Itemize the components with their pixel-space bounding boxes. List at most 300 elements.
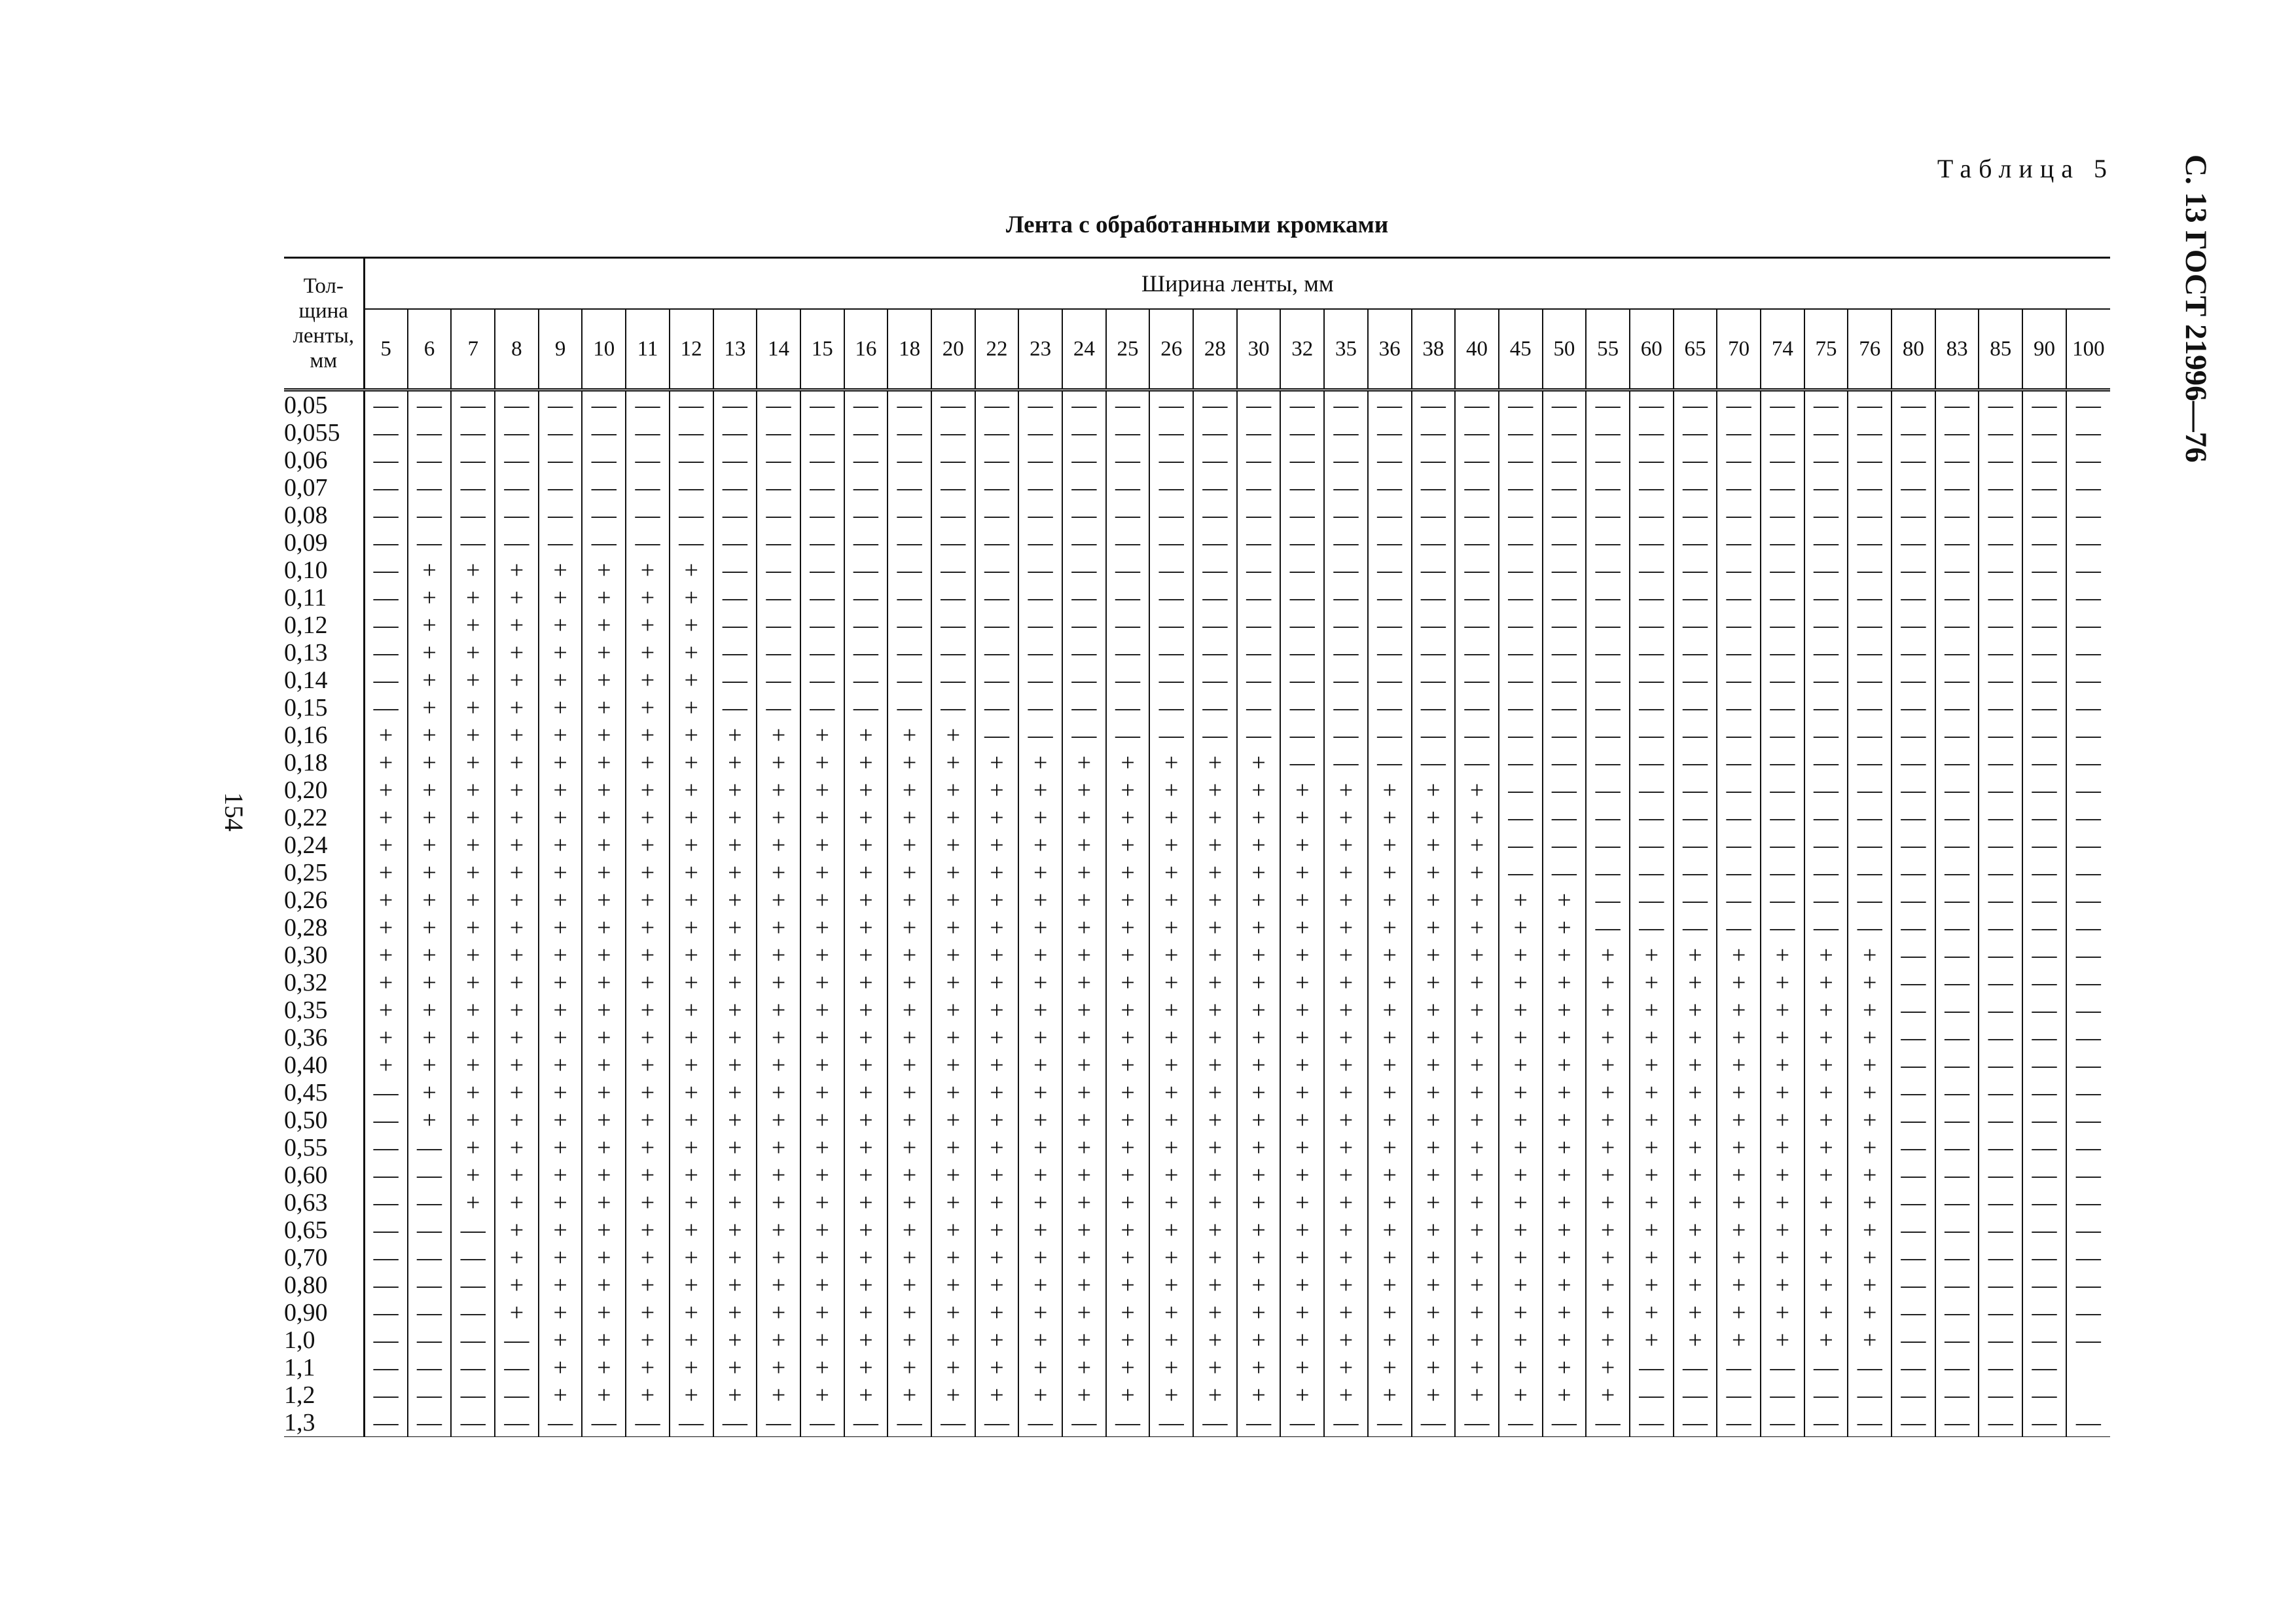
availability-cell: + bbox=[1368, 1079, 1412, 1106]
availability-cell: — bbox=[2066, 501, 2110, 529]
availability-cell: — bbox=[1630, 749, 1674, 776]
availability-cell: — bbox=[1062, 390, 1106, 420]
availability-cell: — bbox=[1717, 859, 1761, 886]
availability-cell: — bbox=[2022, 1134, 2066, 1161]
availability-cell: + bbox=[451, 941, 495, 969]
availability-cell: + bbox=[888, 996, 931, 1024]
availability-cell: + bbox=[1324, 1024, 1368, 1051]
availability-cell: — bbox=[2066, 556, 2110, 584]
availability-cell: — bbox=[1674, 529, 1717, 556]
availability-cell: — bbox=[1455, 474, 1499, 501]
availability-cell: + bbox=[1149, 1299, 1193, 1326]
availability-cell: — bbox=[1499, 721, 1543, 749]
availability-cell: + bbox=[1018, 1051, 1062, 1079]
availability-cell: + bbox=[1106, 1216, 1150, 1244]
availability-cell: + bbox=[1280, 996, 1324, 1024]
availability-cell: — bbox=[1804, 529, 1848, 556]
availability-cell: — bbox=[757, 666, 800, 694]
availability-cell: — bbox=[1368, 611, 1412, 639]
availability-cell: — bbox=[1455, 419, 1499, 447]
availability-cell: — bbox=[1368, 447, 1412, 474]
availability-cell: + bbox=[1193, 1244, 1237, 1271]
availability-cell: + bbox=[1324, 941, 1368, 969]
availability-cell: + bbox=[539, 1134, 583, 1161]
availability-cell: + bbox=[1062, 996, 1106, 1024]
availability-cell: — bbox=[2022, 419, 2066, 447]
availability-cell: + bbox=[539, 1216, 583, 1244]
availability-cell: + bbox=[1106, 996, 1150, 1024]
availability-cell: + bbox=[1106, 749, 1150, 776]
availability-cell: + bbox=[670, 1079, 713, 1106]
thickness-cell: 1,2 bbox=[284, 1381, 364, 1409]
thickness-cell: 0,14 bbox=[284, 666, 364, 694]
availability-cell: — bbox=[1674, 639, 1717, 666]
availability-cell: — bbox=[1935, 749, 1979, 776]
table-row bbox=[284, 721, 2110, 749]
availability-cell: — bbox=[1892, 831, 1935, 859]
availability-cell: — bbox=[373, 1271, 399, 1299]
width-header-cell: 55 bbox=[1586, 309, 1630, 390]
thickness-cell: 0,45 bbox=[284, 1079, 364, 1106]
availability-cell: — bbox=[626, 1409, 670, 1437]
availability-cell: — bbox=[1892, 1079, 1935, 1106]
availability-cell: — bbox=[1892, 1024, 1935, 1051]
availability-cell: + bbox=[1412, 1161, 1456, 1189]
availability-cell: — bbox=[2066, 1189, 2110, 1216]
availability-cell: — bbox=[1761, 694, 1804, 721]
availability-cell: + bbox=[539, 941, 583, 969]
availability-cell: — bbox=[1935, 1024, 1979, 1051]
availability-cell: — bbox=[495, 390, 539, 420]
availability-cell: + bbox=[539, 969, 583, 996]
availability-cell: — bbox=[1761, 804, 1804, 831]
availability-cell: — bbox=[1935, 1134, 1979, 1161]
availability-cell: + bbox=[1499, 1134, 1543, 1161]
availability-cell: + bbox=[757, 1326, 800, 1354]
availability-cell: — bbox=[1586, 501, 1630, 529]
availability-cell: + bbox=[582, 1271, 626, 1299]
availability-cell: + bbox=[670, 1134, 713, 1161]
availability-cell: — bbox=[931, 1409, 975, 1437]
availability-cell: — bbox=[495, 447, 539, 474]
availability-cell: — bbox=[1193, 1409, 1237, 1437]
availability-cell: + bbox=[1193, 996, 1237, 1024]
availability-cell: + bbox=[1018, 859, 1062, 886]
availability-cell: + bbox=[888, 914, 931, 941]
availability-cell: — bbox=[844, 474, 888, 501]
availability-cell: — bbox=[844, 447, 888, 474]
availability-cell: + bbox=[1586, 1326, 1630, 1354]
availability-cell: — bbox=[373, 666, 399, 694]
availability-cell: — bbox=[2066, 941, 2110, 969]
availability-cell: + bbox=[1499, 1271, 1543, 1299]
availability-cell: — bbox=[495, 1381, 539, 1409]
availability-cell: + bbox=[1149, 749, 1193, 776]
availability-cell: + bbox=[713, 941, 757, 969]
availability-cell: — bbox=[2022, 1244, 2066, 1271]
width-header-cell: 80 bbox=[1892, 309, 1935, 390]
availability-cell: — bbox=[1979, 584, 2022, 611]
availability-cell: — bbox=[1848, 611, 1892, 639]
availability-cell: + bbox=[1848, 1079, 1892, 1106]
availability-cell: — bbox=[800, 694, 844, 721]
availability-cell: + bbox=[975, 804, 1019, 831]
availability-cell: — bbox=[1368, 419, 1412, 447]
availability-cell: + bbox=[931, 996, 975, 1024]
availability-cell: + bbox=[451, 611, 495, 639]
availability-cell: + bbox=[844, 1024, 888, 1051]
availability-cell: — bbox=[2022, 859, 2066, 886]
availability-cell: — bbox=[1804, 776, 1848, 804]
availability-cell: — bbox=[2066, 1244, 2110, 1271]
width-header-cell: 28 bbox=[1193, 309, 1237, 390]
availability-cell: + bbox=[844, 969, 888, 996]
availability-cell: — bbox=[1499, 804, 1543, 831]
availability-cell: — bbox=[1892, 969, 1935, 996]
availability-cell: + bbox=[931, 1189, 975, 1216]
availability-cell: + bbox=[1499, 1299, 1543, 1326]
availability-cell: — bbox=[713, 419, 757, 447]
availability-cell: — bbox=[1935, 721, 1979, 749]
availability-cell: — bbox=[373, 474, 399, 501]
availability-cell: + bbox=[800, 1244, 844, 1271]
availability-cell: — bbox=[1499, 390, 1543, 420]
availability-cell: + bbox=[626, 721, 670, 749]
availability-cell: — bbox=[1018, 501, 1062, 529]
availability-cell: + bbox=[975, 1271, 1019, 1299]
availability-cell: + bbox=[626, 1299, 670, 1326]
availability-cell: + bbox=[1848, 1271, 1892, 1299]
availability-cell: — bbox=[1979, 1106, 2022, 1134]
availability-cell: — bbox=[1761, 447, 1804, 474]
availability-cell: — bbox=[2022, 584, 2066, 611]
availability-cell: + bbox=[1237, 1216, 1281, 1244]
availability-cell: + bbox=[1106, 1381, 1150, 1409]
availability-cell: + bbox=[495, 941, 539, 969]
availability-cell: + bbox=[670, 556, 713, 584]
availability-cell: — bbox=[539, 419, 583, 447]
availability-cell: + bbox=[1193, 1134, 1237, 1161]
availability-cell: — bbox=[1543, 859, 1587, 886]
availability-cell: + bbox=[495, 1216, 539, 1244]
availability-cell: + bbox=[1237, 914, 1281, 941]
availability-cell: — bbox=[1018, 529, 1062, 556]
availability-cell: — bbox=[1804, 721, 1848, 749]
availability-cell: + bbox=[1193, 1354, 1237, 1381]
availability-cell: — bbox=[1412, 501, 1456, 529]
availability-cell: + bbox=[408, 804, 452, 831]
availability-cell: + bbox=[1455, 1299, 1499, 1326]
availability-cell: + bbox=[1280, 1326, 1324, 1354]
availability-cell: + bbox=[1674, 1326, 1717, 1354]
availability-cell: — bbox=[1499, 831, 1543, 859]
availability-cell: — bbox=[1586, 611, 1630, 639]
availability-cell: + bbox=[1717, 969, 1761, 996]
availability-cell: + bbox=[1368, 1381, 1412, 1409]
availability-cell: + bbox=[1324, 1271, 1368, 1299]
availability-cell: — bbox=[1455, 556, 1499, 584]
availability-cell: + bbox=[582, 749, 626, 776]
availability-cell: — bbox=[888, 474, 931, 501]
availability-cell: + bbox=[1804, 1216, 1848, 1244]
table-row bbox=[284, 1216, 2110, 1244]
availability-cell: + bbox=[451, 1079, 495, 1106]
availability-cell: + bbox=[1674, 1299, 1717, 1326]
availability-cell: — bbox=[1935, 804, 1979, 831]
availability-cell: — bbox=[1892, 556, 1935, 584]
availability-cell: + bbox=[670, 914, 713, 941]
availability-cell: — bbox=[1935, 1354, 1979, 1381]
thickness-cell: 0,65 bbox=[284, 1216, 364, 1244]
availability-cell: + bbox=[1848, 1051, 1892, 1079]
availability-cell: + bbox=[1149, 1271, 1193, 1299]
availability-cell: — bbox=[1935, 529, 1979, 556]
availability-cell: + bbox=[1280, 1216, 1324, 1244]
availability-cell: + bbox=[800, 1189, 844, 1216]
availability-cell: — bbox=[495, 1354, 539, 1381]
availability-cell: + bbox=[844, 1216, 888, 1244]
availability-cell: + bbox=[451, 1024, 495, 1051]
availability-cell: + bbox=[1499, 914, 1543, 941]
availability-cell: + bbox=[844, 1051, 888, 1079]
availability-cell: + bbox=[713, 1079, 757, 1106]
availability-cell: — bbox=[1237, 390, 1281, 420]
availability-cell: — bbox=[1804, 1381, 1848, 1409]
availability-cell: + bbox=[1804, 941, 1848, 969]
availability-cell: + bbox=[1106, 941, 1150, 969]
availability-cell: + bbox=[1543, 1216, 1587, 1244]
availability-cell: + bbox=[539, 1271, 583, 1299]
availability-cell: — bbox=[408, 1354, 452, 1381]
availability-cell: — bbox=[451, 1244, 495, 1271]
availability-cell: + bbox=[1499, 1189, 1543, 1216]
availability-cell: + bbox=[495, 749, 539, 776]
table-row bbox=[284, 914, 2110, 941]
availability-cell: + bbox=[626, 556, 670, 584]
availability-cell: + bbox=[1761, 1216, 1804, 1244]
availability-cell: + bbox=[495, 776, 539, 804]
availability-cell: — bbox=[1630, 914, 1674, 941]
availability-cell: + bbox=[888, 1326, 931, 1354]
availability-cell: + bbox=[975, 1381, 1019, 1409]
availability-cell: + bbox=[1804, 1079, 1848, 1106]
availability-cell: + bbox=[582, 721, 626, 749]
availability-cell: + bbox=[1630, 1051, 1674, 1079]
availability-cell: — bbox=[1106, 666, 1150, 694]
availability-cell: + bbox=[1848, 1216, 1892, 1244]
availability-cell: — bbox=[1979, 611, 2022, 639]
table-row bbox=[284, 474, 2110, 501]
availability-cell: + bbox=[1761, 1271, 1804, 1299]
availability-cell: + bbox=[888, 1161, 931, 1189]
thickness-cell: 0,90 bbox=[284, 1299, 364, 1326]
availability-cell: + bbox=[1630, 1216, 1674, 1244]
availability-cell: — bbox=[1717, 501, 1761, 529]
availability-cell: + bbox=[1412, 1134, 1456, 1161]
availability-cell: — bbox=[1804, 694, 1848, 721]
availability-cell: — bbox=[1935, 694, 1979, 721]
availability-cell: — bbox=[1543, 419, 1587, 447]
availability-cell: + bbox=[1062, 1189, 1106, 1216]
availability-cell: + bbox=[451, 1189, 495, 1216]
availability-cell: — bbox=[1586, 886, 1630, 914]
availability-cell: — bbox=[2022, 749, 2066, 776]
availability-cell: + bbox=[378, 859, 393, 886]
availability-cell: + bbox=[1106, 1299, 1150, 1326]
availability-cell: — bbox=[1892, 1271, 1935, 1299]
availability-cell: — bbox=[1630, 639, 1674, 666]
width-header-cell: 75 bbox=[1804, 309, 1848, 390]
availability-cell: — bbox=[1412, 666, 1456, 694]
availability-cell: — bbox=[1499, 584, 1543, 611]
availability-cell: + bbox=[495, 1051, 539, 1079]
availability-cell: — bbox=[1935, 1161, 1979, 1189]
availability-cell: + bbox=[670, 639, 713, 666]
availability-cell: — bbox=[1674, 721, 1717, 749]
availability-cell: + bbox=[1368, 1354, 1412, 1381]
availability-cell: — bbox=[495, 501, 539, 529]
availability-cell: — bbox=[2022, 886, 2066, 914]
availability-cell: + bbox=[1630, 1024, 1674, 1051]
availability-cell: + bbox=[1543, 1189, 1587, 1216]
availability-cell: + bbox=[1106, 886, 1150, 914]
availability-cell: + bbox=[1848, 1161, 1892, 1189]
availability-cell: — bbox=[2066, 584, 2110, 611]
availability-cell: + bbox=[800, 859, 844, 886]
availability-cell: — bbox=[1979, 804, 2022, 831]
availability-cell: + bbox=[975, 1024, 1019, 1051]
availability-cell: + bbox=[713, 969, 757, 996]
availability-cell: — bbox=[800, 556, 844, 584]
availability-cell: + bbox=[713, 1024, 757, 1051]
availability-cell: — bbox=[373, 1161, 399, 1189]
thickness-cell: 0,07 bbox=[284, 474, 364, 501]
availability-cell: + bbox=[451, 859, 495, 886]
availability-cell: — bbox=[1280, 447, 1324, 474]
availability-cell: + bbox=[1455, 831, 1499, 859]
availability-cell: + bbox=[1586, 1216, 1630, 1244]
availability-cell: + bbox=[1280, 804, 1324, 831]
availability-cell: — bbox=[373, 1134, 399, 1161]
availability-cell: + bbox=[1237, 1106, 1281, 1134]
availability-cell: — bbox=[888, 666, 931, 694]
availability-cell: — bbox=[2066, 1299, 2110, 1326]
availability-cell: — bbox=[2022, 1161, 2066, 1189]
availability-cell: — bbox=[1106, 694, 1150, 721]
availability-cell: — bbox=[1717, 390, 1761, 420]
availability-cell: — bbox=[1935, 831, 1979, 859]
availability-cell: — bbox=[1586, 804, 1630, 831]
thickness-cell: 0,10 bbox=[284, 556, 364, 584]
availability-cell: + bbox=[975, 969, 1019, 996]
width-group-header: Ширина ленты, мм bbox=[364, 258, 2110, 310]
availability-cell: — bbox=[1237, 529, 1281, 556]
table-row bbox=[284, 804, 2110, 831]
availability-cell: + bbox=[1193, 1189, 1237, 1216]
availability-cell: + bbox=[713, 831, 757, 859]
table-row bbox=[284, 996, 2110, 1024]
availability-cell: — bbox=[1674, 501, 1717, 529]
availability-cell: + bbox=[1018, 1244, 1062, 1271]
thickness-cell: 0,26 bbox=[284, 886, 364, 914]
availability-cell: — bbox=[931, 447, 975, 474]
availability-cell: — bbox=[1935, 859, 1979, 886]
availability-cell: + bbox=[800, 969, 844, 996]
availability-cell: + bbox=[888, 1051, 931, 1079]
availability-cell: + bbox=[1455, 1189, 1499, 1216]
availability-cell: — bbox=[2022, 776, 2066, 804]
availability-cell: + bbox=[1368, 831, 1412, 859]
table-row bbox=[284, 1079, 2110, 1106]
availability-cell: + bbox=[408, 1051, 452, 1079]
availability-cell: — bbox=[1586, 694, 1630, 721]
availability-cell: + bbox=[1455, 1381, 1499, 1409]
availability-cell: + bbox=[1237, 969, 1281, 996]
availability-cell: — bbox=[1630, 804, 1674, 831]
width-header-cell: 83 bbox=[1935, 309, 1979, 390]
availability-cell: + bbox=[1062, 1024, 1106, 1051]
availability-cell: + bbox=[670, 584, 713, 611]
availability-cell: + bbox=[1586, 941, 1630, 969]
availability-cell: + bbox=[1499, 941, 1543, 969]
availability-cell: + bbox=[1237, 996, 1281, 1024]
availability-cell: + bbox=[1717, 1244, 1761, 1271]
availability-cell: + bbox=[539, 611, 583, 639]
availability-cell: + bbox=[539, 776, 583, 804]
availability-cell: + bbox=[975, 1051, 1019, 1079]
availability-cell: — bbox=[1761, 666, 1804, 694]
availability-cell: — bbox=[1674, 1354, 1717, 1381]
thickness-cell: 0,70 bbox=[284, 1244, 364, 1271]
availability-cell: + bbox=[582, 1106, 626, 1134]
availability-cell: — bbox=[1324, 639, 1368, 666]
availability-cell: — bbox=[1237, 419, 1281, 447]
availability-cell: + bbox=[1412, 1216, 1456, 1244]
availability-cell: — bbox=[1586, 776, 1630, 804]
availability-cell: + bbox=[408, 969, 452, 996]
availability-cell: + bbox=[495, 969, 539, 996]
availability-cell: + bbox=[1193, 1106, 1237, 1134]
availability-cell: + bbox=[1193, 941, 1237, 969]
availability-cell: + bbox=[1455, 1216, 1499, 1244]
availability-cell: + bbox=[888, 969, 931, 996]
availability-cell: + bbox=[582, 1024, 626, 1051]
availability-cell: + bbox=[931, 1024, 975, 1051]
availability-cell: — bbox=[373, 392, 399, 419]
availability-cell: — bbox=[1848, 831, 1892, 859]
availability-cell: + bbox=[1412, 969, 1456, 996]
availability-cell: — bbox=[1193, 447, 1237, 474]
availability-cell: — bbox=[626, 501, 670, 529]
availability-cell: — bbox=[1935, 1216, 1979, 1244]
availability-cell: — bbox=[844, 529, 888, 556]
availability-cell: — bbox=[1586, 556, 1630, 584]
availability-cell: — bbox=[1935, 1409, 1979, 1437]
availability-cell: + bbox=[800, 1051, 844, 1079]
availability-cell: + bbox=[408, 859, 452, 886]
availability-cell: — bbox=[495, 419, 539, 447]
availability-cell: — bbox=[1892, 694, 1935, 721]
availability-cell: — bbox=[888, 694, 931, 721]
availability-cell: — bbox=[1761, 886, 1804, 914]
availability-cell: + bbox=[1804, 1024, 1848, 1051]
availability-cell: + bbox=[757, 1051, 800, 1079]
availability-cell: + bbox=[1149, 1381, 1193, 1409]
availability-cell: — bbox=[1237, 501, 1281, 529]
availability-cell: — bbox=[1543, 556, 1587, 584]
availability-cell: — bbox=[1630, 419, 1674, 447]
availability-cell: + bbox=[975, 996, 1019, 1024]
